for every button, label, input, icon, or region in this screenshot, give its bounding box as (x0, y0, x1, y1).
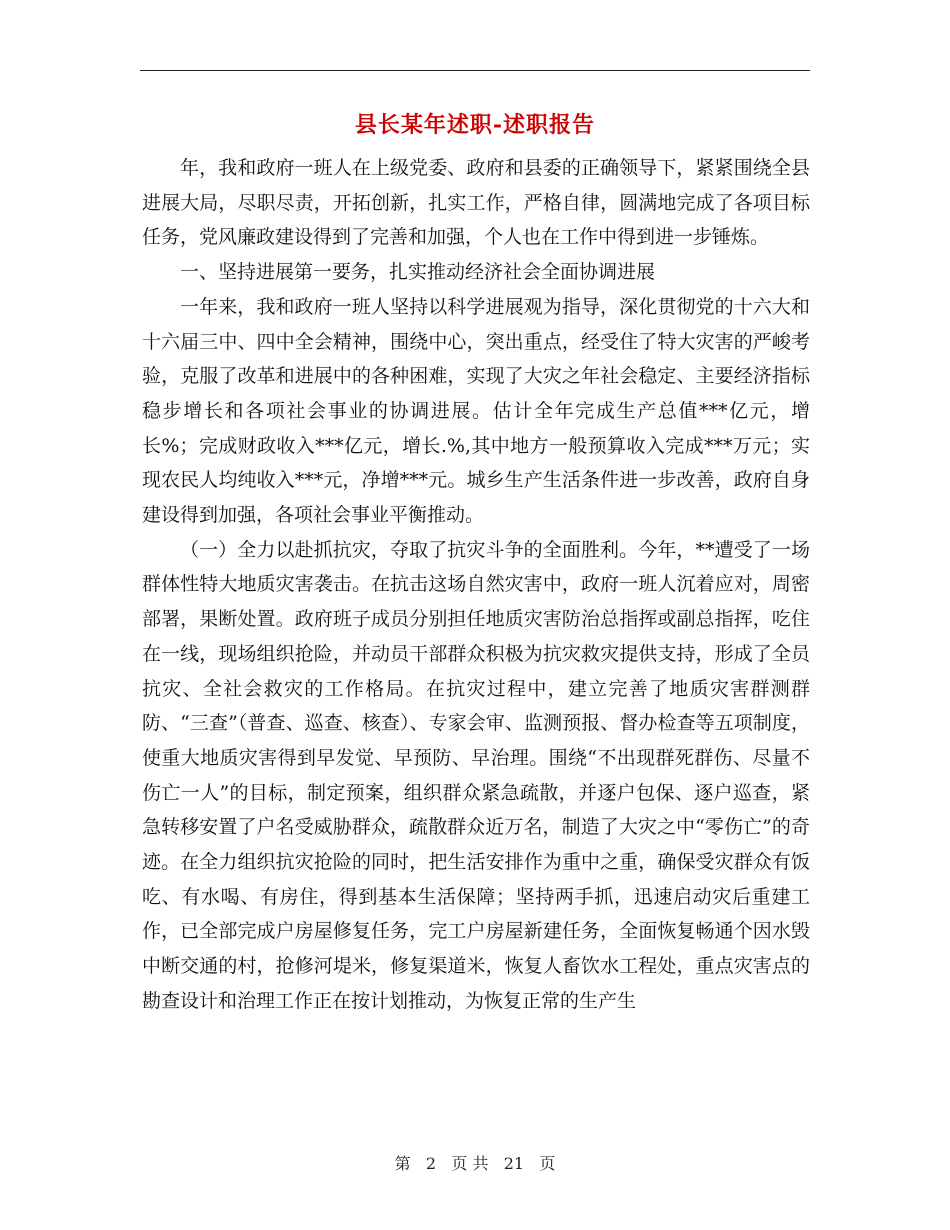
footer-suffix: 页 (539, 1154, 556, 1173)
footer-page-number: 2 (425, 1154, 437, 1173)
footer-total-pages: 21 (503, 1154, 525, 1173)
document-title: 县长某年述职-述职报告 (354, 112, 596, 138)
paragraph-disaster-relief: （一）全力以赴抓抗灾，夺取了抗灾斗争的全面胜利。今年，**遭受了一场群体性特大地质灾害袭击。在抗击这场自然灾害中，政府一班人沉着应对，周密部署，果断处置。政府班子成员分别担任地质灾害防治总指挥或副总指挥，吃住在一线，现场组织抢险，并动员干部群众积极为抗灾救灾提供支持，形成了全员抗灾、全社会救灾的工作格局。在抗灾过程中，建立完善了地质灾害群测群防、“三查”（普查、巡查、核查）、专家会审、监测预报、督办检查等五项制度，使重大地质灾害得到早发觉、早预防、早治理。围绕“不出现群死群伤、尽量不伤亡一人”的目标，制定预案，组织群众紧急疏散，并逐户包保、逐户巡查，紧急转移安置了户名受威胁群众，疏散群众近万名，制造了大灾之中“零伤亡”的奇迹。在全力组织抗灾抢险的同时，把生活安排作为重中之重，确保受灾群众有饭吃、有水喝、有房住，得到基本生活保障；坚持两手抓，迅速启动灾后重建工作，已全部完成户房屋修复任务，完工户房屋新建任务，全面恢复畅通个因水毁中断交通的村，抢修河堤米，修复渠道米，恢复人畜饮水工程处，重点灾害点的勘查设计和治理工作正在按计划推动，为恢复正常的生产生 (142, 538, 810, 1012)
paragraph-summary: 一年来，我和政府一班人坚持以科学进展观为指导，深化贯彻党的十六大和十六届三中、四中全会精神，围绕中心，突出重点，经受住了特大灾害的严峻考验，克服了改革和进展中的各种困难，实现了大灾之年社会稳定、主要经济指标稳步增长和各项社会事业的协调进展。估计全年完成生产总值***亿元，增长%；完成财政收入***亿元，增长.%,其中地方一般预算收入完成***万元；实现农民人均纯收入***元，净增***元。城乡生产生活条件进一步改善，政府自身建设得到加强，各项社会事业平衡推动。 (142, 295, 810, 527)
paragraph-intro: 年，我和政府一班人在上级党委、政府和县委的正确领导下，紧紧围绕全县进展大局，尽职尽责，开拓创新，扎实工作，严格自律，圆满地完成了各项目标任务，党风廉政建设得到了完善和加强，个人也在工作中得到进一步锤炼。 (142, 157, 810, 249)
document-body (142, 151, 810, 1019)
footer-middle: 页 共 (451, 1154, 489, 1173)
header-rule (140, 70, 810, 71)
footer-prefix: 第 (394, 1154, 411, 1173)
section-heading: 一、坚持进展第一要务，扎实推动经济社会全面协调进展 (180, 261, 656, 284)
page-footer (140, 1152, 810, 1176)
